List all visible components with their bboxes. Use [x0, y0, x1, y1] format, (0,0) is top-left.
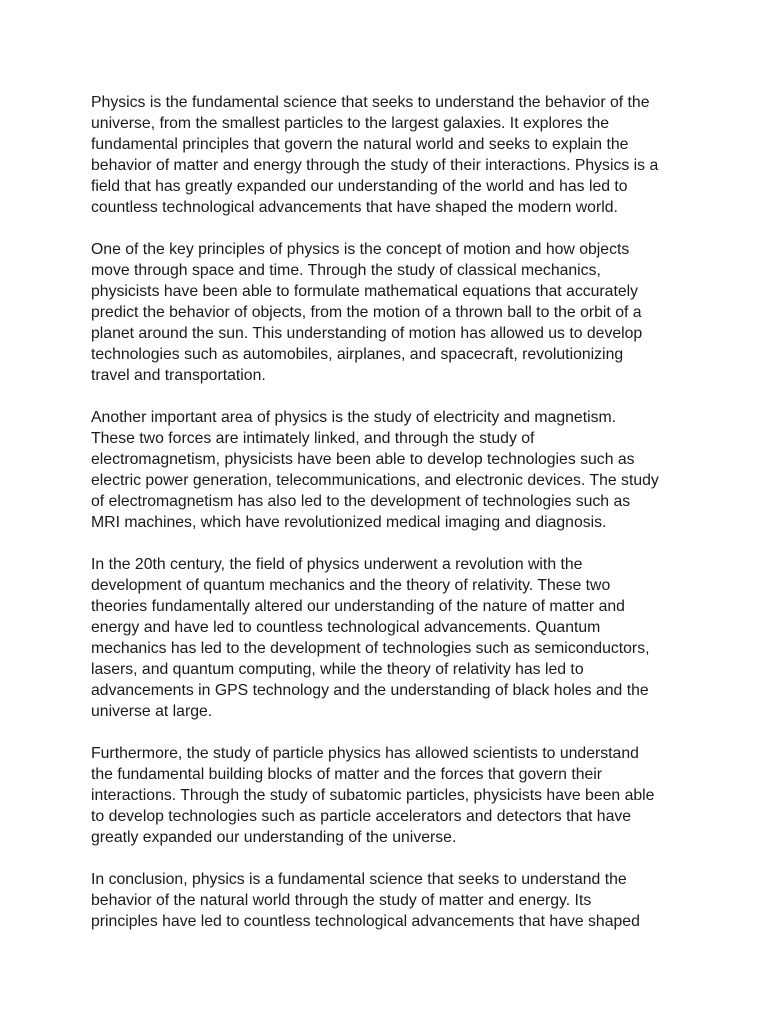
- text-line: technologies such as automobiles, airplanes, and spacecraft, revolutionizing: [91, 346, 624, 363]
- text-line: development of quantum mechanics and the theory of relativity. These two: [91, 577, 611, 594]
- text-line: predict the behavior of objects, from the motion of a thrown ball to the orbit of a: [91, 304, 642, 321]
- text-line: lasers, and quantum computing, while the theory of relativity has led to: [91, 661, 584, 678]
- text-line: One of the key principles of physics is the concept of motion and how objects: [91, 241, 630, 258]
- text-line: physicists have been able to formulate mathematical equations that accurately: [91, 283, 639, 300]
- paragraph-20th-century: [91, 554, 691, 722]
- paragraph-conclusion: [91, 869, 691, 932]
- text-line: field that has greatly expanded our understanding of the world and has led to: [91, 178, 628, 195]
- text-line: mechanics has led to the development of technologies such as semiconductors,: [91, 640, 650, 657]
- text-line: universe at large.: [91, 703, 213, 720]
- text-line: Another important area of physics is the study of electricity and magnetism.: [91, 409, 617, 426]
- text-line: principles have led to countless technological advancements that have shaped: [91, 913, 640, 930]
- text-line: These two forces are intimately linked, and through the study of: [91, 430, 535, 447]
- text-line: In conclusion, physics is a fundamental science that seeks to understand the: [91, 871, 627, 888]
- paragraph-electromagnetism: [91, 407, 691, 533]
- text-line: planet around the sun. This understanding of motion has allowed us to develop: [91, 325, 643, 342]
- text-line: fundamental principles that govern the natural world and seeks to explain the: [91, 136, 629, 153]
- text-line: countless technological advancements that have shaped the modern world.: [91, 199, 618, 216]
- text-line: interactions. Through the study of subatomic particles, physicists have been able: [91, 787, 655, 804]
- text-line: of electromagnetism has also led to the development of technologies such as: [91, 493, 631, 510]
- document-body: [91, 92, 691, 953]
- text-line: electromagnetism, physicists have been able to develop technologies such as: [91, 451, 635, 468]
- text-line: move through space and time. Through the study of classical mechanics,: [91, 262, 601, 279]
- text-line: to develop technologies such as particle accelerators and detectors that have: [91, 808, 632, 825]
- text-line: travel and transportation.: [91, 367, 266, 384]
- text-line: Furthermore, the study of particle physics has allowed scientists to understand: [91, 745, 639, 762]
- text-line: advancements in GPS technology and the understanding of black holes and the: [91, 682, 649, 699]
- text-line: the fundamental building blocks of matter and the forces that govern their: [91, 766, 603, 783]
- text-line: In the 20th century, the field of physics underwent a revolution with the: [91, 556, 583, 573]
- text-line: electric power generation, telecommunications, and electronic devices. The study: [91, 472, 659, 489]
- text-line: Physics is the fundamental science that seeks to understand the behavior of the: [91, 94, 650, 111]
- paragraph-particle-physics: [91, 743, 691, 848]
- paragraph-motion: [91, 239, 691, 386]
- text-line: energy and have led to countless technological advancements. Quantum: [91, 619, 601, 636]
- text-line: behavior of matter and energy through the study of their interactions. Physics is a: [91, 157, 659, 174]
- text-line: greatly expanded our understanding of the universe.: [91, 829, 457, 846]
- text-line: universe, from the smallest particles to the largest galaxies. It explores the: [91, 115, 610, 132]
- text-line: behavior of the natural world through the study of matter and energy. Its: [91, 892, 592, 909]
- paragraph-intro: [91, 92, 691, 218]
- text-line: MRI machines, which have revolutionized medical imaging and diagnosis.: [91, 514, 607, 531]
- text-line: theories fundamentally altered our understanding of the nature of matter and: [91, 598, 625, 615]
